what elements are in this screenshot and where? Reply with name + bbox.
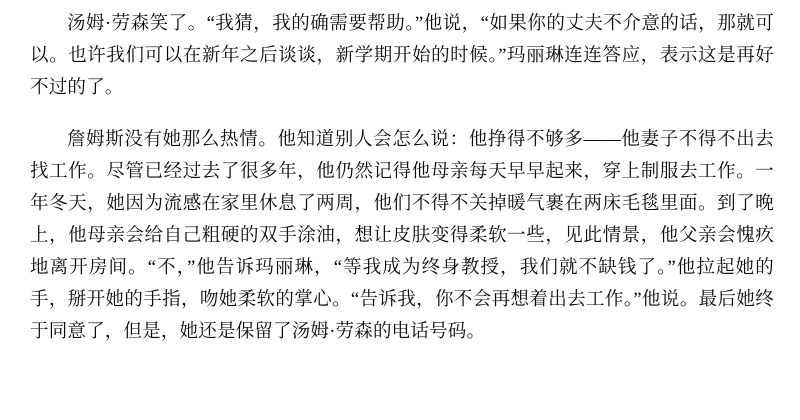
paragraph-2: 詹姆斯没有她那么热情。他知道别人会怎么说：他挣得不够多——他妻子不得不出去找工作。尽管已经过去了很多年，他仍然记得他母亲每天早早起来，穿上制服去工作。一年冬天，她因为流感在家里休息了两周，他们不得不关掉暖气裹在两床毛毯里面。到了晚上，他母亲会给自己粗硬的双手涂油，想让皮肤变得柔软一些，见此情景，他父亲会愧疚地离开房间。“不，”他告诉玛丽琳，“等我成为终身教授，我们就不缺钱了。”他拉起她的手，掰开她的手指，吻她柔软的掌心。“告诉我，你不会再想着出去工作。”他说。最后她终于同意了，但是，她还是保留了汤姆·劳森的电话号码。 [30,130,774,342]
paragraph-1: 汤姆·劳森笑了。“我猜，我的确需要帮助。”他说，“如果你的丈夫不介意的话，那就可以。也许我们可以在新年之后谈谈，新学期开始的时候。”玛丽琳连连答应，表示这是再好不过的了。 [30,14,774,98]
